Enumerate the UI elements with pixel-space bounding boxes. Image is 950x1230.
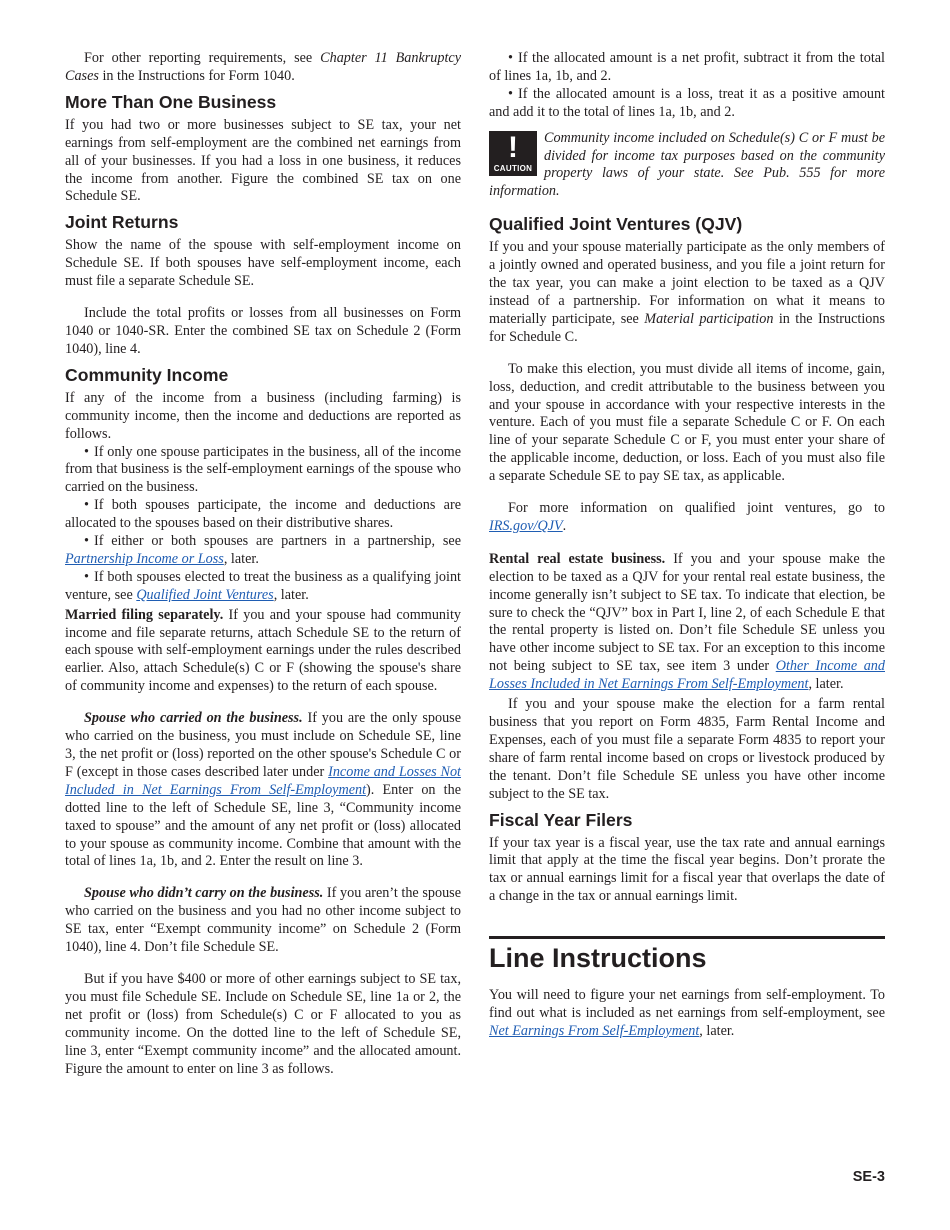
rental-real-estate-paragraph: Rental real estate business. If you and your spouse make the election to be taxed as a QJV for your rental real estate business, the income generally isn’t subject to SE tax. To indicate that election, be sure to check the “QJV” box in Part I, line 2, of each Schedule E that the rental property is listed on. Don’t file Schedule SE unless you have other income subject to SE tax. For an exception to this income not being subject to SE tax, see item 3 under Other Income and Losses Included in Net Earnings From Self-Employment, later.	[489, 550, 885, 693]
section-heading-fiscal-year-filers: Fiscal Year Filers	[489, 809, 633, 830]
line-instructions-heading: Line Instructions	[489, 943, 707, 974]
income-losses-not-included-link[interactable]: Income and Losses Not Included in Net Earnings From Self-Employment	[65, 763, 461, 798]
community-bullet-4: • If both spouses elected to treat the business as a qualifying joint venture, see Qualified Joint Ventures, later.	[65, 569, 461, 605]
exclamation-icon: !	[508, 130, 518, 164]
net-earnings-link[interactable]: Net Earnings From Self-Employment	[489, 1022, 700, 1039]
community-bullet-1: • If only one spouse participates in the business, all of the income from that business is the self-employment earnings of the spouse who carried on the business.	[65, 444, 461, 498]
left-column	[65, 50, 461, 1078]
qjv-paragraph-1: If you and your spouse materially participate as the only members of a jointly owned and operated business, and you file a joint return for the tax year, you can make a joint election to be taxed as a QJV instead of a partnership. For information on what it means to materially participate, see Material participation in the Instructions for Schedule C.	[489, 239, 885, 345]
line-instructions-section	[489, 936, 885, 1041]
more-than-one-business-text: If you had two or more businesses subject to SE tax, your net earnings from self-employment are the combined net earnings from all of your businesses. If you had a loss in one business, it reduces the income from another. Figure the combined SE tax on one Schedule SE.	[65, 116, 461, 205]
qualified-joint-ventures-link[interactable]: Qualified Joint Ventures	[136, 586, 274, 603]
caution-label: CAUTION	[493, 163, 533, 173]
married-filing-separately-label: Married filing separately.	[65, 606, 224, 623]
joint-returns-paragraph-1: Show the name of the spouse with self-employment income on Schedule SE. If both spouses have self-employment income, each must file a separate Schedule SE.	[65, 237, 461, 290]
intro-paragraph: For other reporting requirements, see Chapter 11 Bankruptcy Cases in the Instructions for Form 1040.	[65, 50, 461, 84]
partnership-income-link[interactable]: Partnership Income or Loss	[65, 550, 224, 567]
community-bullet-2: • If both spouses participate, the income and deductions are allocated to the spouses based on their distributive shares.	[65, 497, 461, 533]
qjv-paragraph-3: For more information on qualified joint ventures, go to IRS.gov/QJV.	[489, 500, 885, 534]
irs-qjv-link[interactable]: IRS.gov/QJV	[489, 517, 563, 534]
other-earnings-paragraph: But if you have $400 or more of other earnings subject to SE tax, you must file Schedule SE. Include on Schedule SE, line 1a or 2, the net profit or (loss) from Schedule(s) C or F allocated to you as community income. On the dotted line to the left of Schedule SE, line 3, enter “Exempt community income” and the allocated amount. Figure the amount to enter on line 3 as follows.	[65, 970, 461, 1077]
caution-text: Community income included on Schedule(s) C or F must be divided for income tax purposes based on the community property laws of your state. See Pub. 555 for more information.	[489, 129, 885, 200]
allocated-net-profit-bullet: • If the allocated amount is a net profit, subtract it from the total of lines 1a, 1b, and 2.	[489, 50, 885, 86]
spouse-carried-on-paragraph: Spouse who carried on the business. If you are the only spouse who carried on the business, you must include on Schedule SE, line 3, the net profit or (loss) reported on the other spouse's Schedule C or F (except in those cases described later under Income and Losses Not Included in Net Earnings From Self-Employment). Enter on the dotted line to the left of Schedule SE, line 3, “Community income taxed to spouse” and the amount of any net profit or (loss) allocated to your spouse as community income. Combine that amount with the total of lines 1a, 1b, and 2. Enter the result on line 3.	[65, 710, 461, 870]
caution-note	[489, 130, 885, 202]
community-income-intro: If any of the income from a business (including farming) is community income, then the income and deductions are reported as follows.	[65, 389, 461, 442]
caution-icon	[489, 131, 537, 176]
section-heading-qjv: Qualified Joint Ventures (QJV)	[489, 214, 743, 235]
fiscal-year-text: If your tax year is a fiscal year, use the tax rate and annual earnings limit that apply at the time the fiscal year begins. Don’t prorate the tax or annual earnings limit for a fiscal year that overlaps the date of a change in the tax or annual earnings limit.	[489, 834, 885, 905]
rental-real-estate-label: Rental real estate business.	[489, 550, 666, 567]
allocated-loss-bullet: • If the allocated amount is a loss, treat it as a positive amount and add it to the total of lines 1a, 1b, and 2.	[489, 86, 885, 122]
spouse-carried-on-label: Spouse who carried on the business.	[84, 710, 303, 727]
joint-returns-paragraph-2: Include the total profits or losses from all businesses on Form 1040 or 1040-SR. Enter the combined SE tax on Schedule 2 (Form 1040), line 4.	[65, 305, 461, 357]
section-heading-more-than-one-business: More Than One Business	[65, 91, 277, 112]
section-heading-joint-returns: Joint Returns	[65, 212, 179, 233]
right-column	[489, 50, 885, 1041]
married-filing-separately-paragraph: Married filing separately. If you and your spouse had community income and file separate returns, attach Schedule SE to the return of each spouse with self-employment earnings under the rules described earlier. Also, attach Schedule(s) C or F (showing the spouse's share of community income and expenses) to the return of each spouse.	[65, 606, 461, 695]
section-heading-community-income: Community Income	[65, 364, 229, 385]
spouse-didnt-carry-paragraph: Spouse who didn’t carry on the business. If you aren’t the spouse who carried on the business and you had no other income subject to SE tax, enter “Exempt community income” on Schedule 2 (Form 1040), line 4. Don’t file Schedule SE.	[65, 885, 461, 956]
intro-reference: Chapter 11 Bankruptcy Cases	[65, 50, 461, 84]
page-number: SE-3	[852, 1169, 885, 1185]
line-instructions-text: You will need to figure your net earnings from self-employment. To find out what is included as net earnings from self-employment, see Net Earnings From Self-Employment, later.	[489, 987, 885, 1039]
qjv-paragraph-2: To make this election, you must divide all items of income, gain, loss, deduction, and credit attributable to the business between you and your spouse in accordance with your respective interests in the venture. Each of you must file a separate Schedule C or F. On each line of your separate Schedule C or F, you must enter your share of the applicable income, deduction, or loss. Each of you must also file a separate Schedule SE to pay SE tax, as applicable.	[489, 360, 885, 485]
spouse-didnt-carry-label: Spouse who didn’t carry on the business.	[84, 885, 324, 902]
other-income-losses-included-link[interactable]: Other Income and Losses Included in Net Earnings From Self-Employment	[489, 658, 885, 693]
community-bullet-3: • If either or both spouses are partners in a partnership, see Partnership Income or Loss, later.	[65, 533, 461, 569]
farm-rental-paragraph: If you and your spouse make the election for a farm rental business that you report on Form 4835, Farm Rental Income and Expenses, each of you must file a separate Form 4835 to report your share of farm rental income based on crops or livestock produced by the tenant. Don’t file Schedule SE unless you have other income subject to the SE tax.	[489, 696, 885, 802]
material-participation-reference: Material participation	[644, 310, 774, 327]
